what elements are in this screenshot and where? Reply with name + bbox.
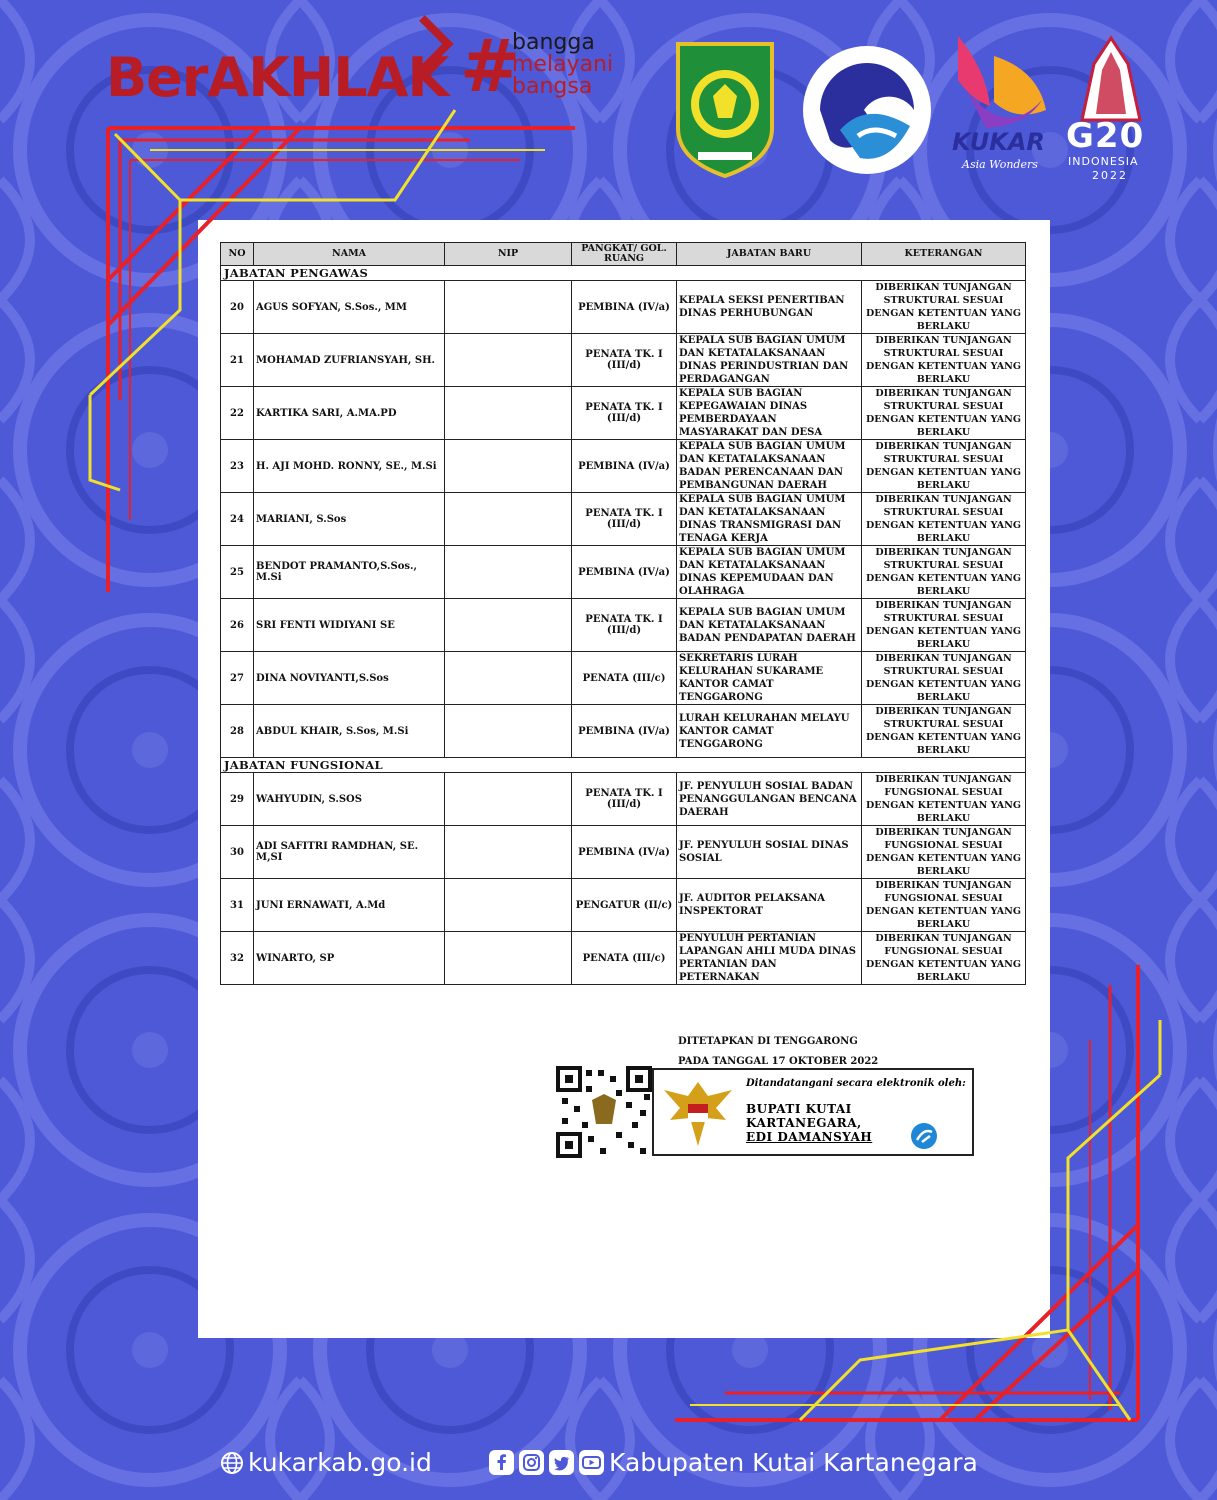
kukar-emblem-logo [668,38,782,180]
facebook-icon[interactable] [489,1450,514,1475]
cell-no: 25 [221,546,254,599]
table-header-row [221,243,1026,266]
table-row [221,493,1026,546]
cell-nip [445,705,572,758]
hashtag-logo [460,24,640,110]
table-body [221,266,1026,985]
instagram-icon[interactable] [519,1450,544,1475]
cell-keterangan: DIBERIKAN TUNJANGAN FUNGSIONAL SESUAI DENGAN KETENTUAN YANG BERLAKU [862,932,1026,985]
cell-pangkat: PENATA (III/c) [572,652,677,705]
section-title: JABATAN PENGAWAS [221,266,1026,281]
cell-pangkat: PEMBINA (IV/a) [572,440,677,493]
header-nama: NAMA [254,243,445,266]
hashtag-line-1: bangga [512,30,595,55]
table-row [221,387,1026,440]
section-header-row [221,758,1026,773]
social-account-name: Kabupaten Kutai Kartanegara [609,1448,978,1477]
cell-jabatan: KEPALA SUB BAGIAN UMUM DAN KETATALAKSANAAN DINAS KEPEMUDAAN DAN OLAHRAGA [677,546,862,599]
kominfo-logo [800,40,934,180]
table-row [221,599,1026,652]
globe-icon [220,1451,244,1475]
cell-jabatan: KEPALA SUB BAGIAN UMUM DAN KETATALAKSANAAN DINAS TRANSMIGRASI DAN TENAGA KERJA [677,493,862,546]
cell-nama: JUNI ERNAWATI, A.Md [254,879,445,932]
signature-place: DITETAPKAN DI TENGGARONG [678,1036,858,1047]
hashtag-line-3: bangsa [512,74,593,99]
cell-nip [445,493,572,546]
cell-no: 31 [221,879,254,932]
hash-icon: # [460,24,521,108]
bsre-logo-icon [910,1122,938,1150]
table-row [221,652,1026,705]
table-row [221,826,1026,879]
table-row [221,932,1026,985]
table-row [221,773,1026,826]
cell-no: 32 [221,932,254,985]
hashtag-line-2: melayani [512,52,614,77]
cell-nama: SRI FENTI WIDIYANI SE [254,599,445,652]
cell-keterangan: DIBERIKAN TUNJANGAN STRUKTURAL SESUAI DENGAN KETENTUAN YANG BERLAKU [862,387,1026,440]
cell-nip [445,387,572,440]
cell-nip [445,546,572,599]
signatory-name: EDI DAMANSYAH [746,1130,873,1144]
header-keterangan: KETERANGAN [862,243,1026,266]
cell-jabatan: SEKRETARIS LURAH KELURAHAN SUKARAME KANTOR CAMAT TENGGARONG [677,652,862,705]
cell-keterangan: DIBERIKAN TUNJANGAN FUNGSIONAL SESUAI DENGAN KETENTUAN YANG BERLAKU [862,826,1026,879]
cell-no: 24 [221,493,254,546]
cell-nama: H. AJI MOHD. RONNY, SE., M.Si [254,440,445,493]
cell-jabatan: KEPALA SUB BAGIAN UMUM DAN KETATALAKSANAAN BADAN PENDAPATAN DAERAH [677,599,862,652]
chevron-icon [418,14,458,74]
header-jabatan: JABATAN BARU [677,243,862,266]
cell-nip [445,879,572,932]
cell-jabatan: JF. PENYULUH SOSIAL DINAS SOSIAL [677,826,862,879]
section-header-row [221,266,1026,281]
g20-gate-icon [1066,34,1156,126]
g20-title: G20 [1066,116,1145,156]
cell-jabatan: PENYULUH PERTANIAN LAPANGAN AHLI MUDA DINAS PERTANIAN DAN PETERNAKAN [677,932,862,985]
cell-no: 22 [221,387,254,440]
cell-keterangan: DIBERIKAN TUNJANGAN FUNGSIONAL SESUAI DENGAN KETENTUAN YANG BERLAKU [862,773,1026,826]
garuda-emblem-icon [660,1076,736,1152]
table-row [221,334,1026,387]
cell-keterangan: DIBERIKAN TUNJANGAN STRUKTURAL SESUAI DENGAN KETENTUAN YANG BERLAKU [862,334,1026,387]
cell-pangkat: PEMBINA (IV/a) [572,546,677,599]
cell-nama: AGUS SOFYAN, S.Sos., MM [254,281,445,334]
cell-pangkat: PEMBINA (IV/a) [572,705,677,758]
kukar-brand-text: KUKAR [952,128,1045,156]
cell-pangkat: PENATA TK. I (III/d) [572,334,677,387]
cell-nama: MARIANI, S.Sos [254,493,445,546]
cell-keterangan: DIBERIKAN TUNJANGAN STRUKTURAL SESUAI DENGAN KETENTUAN YANG BERLAKU [862,493,1026,546]
twitter-icon[interactable] [549,1450,574,1475]
cell-keterangan: DIBERIKAN TUNJANGAN STRUKTURAL SESUAI DENGAN KETENTUAN YANG BERLAKU [862,599,1026,652]
cell-keterangan: DIBERIKAN TUNJANGAN FUNGSIONAL SESUAI DENGAN KETENTUAN YANG BERLAKU [862,879,1026,932]
g20-country: INDONESIA [1068,155,1139,168]
cell-jabatan: KEPALA SUB BAGIAN UMUM DAN KETATALAKSANAAN DINAS PERINDUSTRIAN DAN PERDAGANGAN [677,334,862,387]
section-title: JABATAN FUNGSIONAL [221,758,1026,773]
cell-keterangan: DIBERIKAN TUNJANGAN STRUKTURAL SESUAI DENGAN KETENTUAN YANG BERLAKU [862,652,1026,705]
website-text: kukarkab.go.id [248,1448,432,1477]
header-no: NO [221,243,254,266]
header-pangkat: PANGKAT/ GOL. RUANG [572,243,677,266]
cell-pangkat: PENATA TK. I (III/d) [572,493,677,546]
cell-nama: ADI SAFITRI RAMDHAN, SE. M,SI [254,826,445,879]
header-nip: NIP [445,243,572,266]
footer [0,1440,1217,1490]
social-links [489,1448,978,1477]
cell-nama: WINARTO, SP [254,932,445,985]
cell-jabatan: KEPALA SUB BAGIAN KEPEGAWAIAN DINAS PEMBERDAYAAN MASYARAKAT DAN DESA [677,387,862,440]
table-row [221,879,1026,932]
g20-year: 2022 [1092,169,1128,182]
cell-no: 27 [221,652,254,705]
cell-nama: BENDOT PRAMANTO,S.Sos., M.Si [254,546,445,599]
cell-keterangan: DIBERIKAN TUNJANGAN STRUKTURAL SESUAI DENGAN KETENTUAN YANG BERLAKU [862,440,1026,493]
cell-keterangan: DIBERIKAN TUNJANGAN STRUKTURAL SESUAI DENGAN KETENTUAN YANG BERLAKU [862,281,1026,334]
cell-jabatan: JF. AUDITOR PELAKSANA INSPEKTORAT [677,879,862,932]
table-row [221,546,1026,599]
cell-no: 29 [221,773,254,826]
kukar-tagline: Asia Wonders [962,158,1038,171]
cell-no: 28 [221,705,254,758]
cell-no: 21 [221,334,254,387]
cell-keterangan: DIBERIKAN TUNJANGAN STRUKTURAL SESUAI DENGAN KETENTUAN YANG BERLAKU [862,705,1026,758]
cell-nip [445,599,572,652]
electronic-signature-box [652,1068,974,1156]
table-row [221,440,1026,493]
cell-no: 20 [221,281,254,334]
cell-nama: KARTIKA SARI, A.MA.PD [254,387,445,440]
cell-pangkat: PENATA TK. I (III/d) [572,773,677,826]
cell-nip [445,281,572,334]
cell-nip [445,773,572,826]
qr-code[interactable] [556,1066,652,1158]
cell-nama: WAHYUDIN, S.SOS [254,773,445,826]
cell-nama: DINA NOVIYANTI,S.Sos [254,652,445,705]
cell-keterangan: DIBERIKAN TUNJANGAN STRUKTURAL SESUAI DENGAN KETENTUAN YANG BERLAKU [862,546,1026,599]
berakhlak-logo: BerAKHLAK [106,46,449,109]
signature-date: PADA TANGGAL 17 OKTOBER 2022 [678,1056,879,1067]
cell-pangkat: PENGATUR (II/c) [572,879,677,932]
cell-nip [445,652,572,705]
cell-no: 26 [221,599,254,652]
cell-jabatan: JF. PENYULUH SOSIAL BADAN PENANGGULANGAN BENCANA DAERAH [677,773,862,826]
document-page [198,220,1050,1338]
cell-no: 23 [221,440,254,493]
cell-pangkat: PENATA (III/c) [572,932,677,985]
cell-pangkat: PEMBINA (IV/a) [572,826,677,879]
cell-pangkat: PENATA TK. I (III/d) [572,387,677,440]
signed-by-label: Ditandatangani secara elektronik oleh: [746,1078,966,1089]
header [0,0,1217,200]
personnel-table [220,242,1026,985]
cell-jabatan: KEPALA SUB BAGIAN UMUM DAN KETATALAKSANAAN BADAN PERENCANAAN DAN PEMBANGUNAN DAERAH [677,440,862,493]
cell-jabatan: LURAH KELURAHAN MELAYU KANTOR CAMAT TENGGARONG [677,705,862,758]
cell-nip [445,440,572,493]
cell-jabatan: KEPALA SEKSI PENERTIBAN DINAS PERHUBUNGAN [677,281,862,334]
youtube-icon[interactable] [579,1450,604,1475]
table-row [221,705,1026,758]
cell-nama: ABDUL KHAIR, S.Sos, M.Si [254,705,445,758]
cell-nip [445,932,572,985]
cell-pangkat: PENATA TK. I (III/d) [572,599,677,652]
table-row [221,281,1026,334]
cell-nip [445,826,572,879]
cell-nama: MOHAMAD ZUFRIANSYAH, SH. [254,334,445,387]
cell-nip [445,334,572,387]
cell-pangkat: PEMBINA (IV/a) [572,281,677,334]
website-link[interactable] [220,1448,432,1477]
cell-no: 30 [221,826,254,879]
signatory-position: BUPATI KUTAI KARTANEGARA, [746,1102,862,1130]
